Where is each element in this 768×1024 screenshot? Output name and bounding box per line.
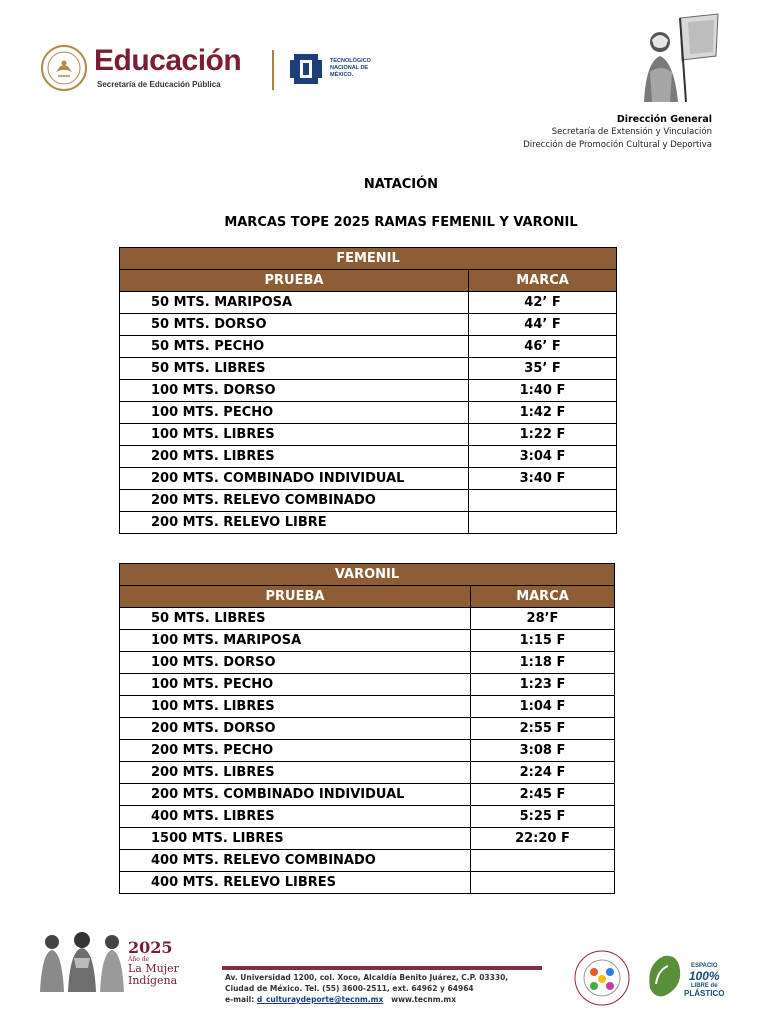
femenil-marca-cell — [469, 512, 617, 534]
varonil-prueba-cell: 100 MTS. LIBRES — [120, 696, 471, 718]
varonil-table-row — [120, 696, 615, 718]
footer-accent-bar — [222, 966, 542, 970]
femenil-table-row — [120, 490, 617, 512]
varonil-prueba-cell: 100 MTS. PECHO — [120, 674, 471, 696]
varonil-table — [119, 563, 615, 894]
femenil-marca-cell: 1:22 F — [469, 424, 617, 446]
femenil-table-row — [120, 468, 617, 490]
varonil-prueba-cell: 100 MTS. DORSO — [120, 652, 471, 674]
varonil-marca-cell: 28’F — [471, 608, 615, 630]
tecnm-logo-icon — [288, 50, 324, 88]
varonil-table-row — [120, 740, 615, 762]
femenil-column-header-row — [120, 270, 617, 292]
mexico-seal-icon — [40, 44, 88, 92]
footer-website[interactable]: www.tecnm.mx — [391, 995, 457, 1004]
femenil-marca-cell: 3:04 F — [469, 446, 617, 468]
gender-equality-seal-icon — [572, 948, 632, 1008]
plastic-free-line-2: LIBRE de — [690, 983, 718, 989]
varonil-col-prueba: PRUEBA — [120, 586, 471, 608]
femenil-table-row — [120, 512, 617, 534]
femenil-prueba-cell: 200 MTS. RELEVO LIBRE — [120, 512, 469, 534]
varonil-prueba-cell: 400 MTS. RELEVO LIBRES — [120, 872, 471, 894]
femenil-table-row — [120, 292, 617, 314]
varonil-table-row — [120, 630, 615, 652]
femenil-prueba-cell: 100 MTS. DORSO — [120, 380, 469, 402]
varonil-col-marca: MARCA — [471, 586, 615, 608]
femenil-prueba-cell: 100 MTS. PECHO — [120, 402, 469, 424]
footer-email-link[interactable]: d_culturaydeporte@tecnm.mx — [256, 995, 384, 1004]
plastic-free-line-3: PLÁSTICO — [684, 989, 725, 998]
tecnm-line-2: NACIONAL DE MÉXICO. — [330, 65, 369, 78]
femenil-table-row — [120, 380, 617, 402]
year-2025-line3: Indígena — [128, 974, 178, 987]
plastic-free-text — [684, 962, 724, 998]
femenil-table-row — [120, 402, 617, 424]
flag-heroine-illustration — [630, 12, 722, 104]
year-2025-line2: La Mujer — [128, 962, 179, 975]
varonil-prueba-cell: 200 MTS. LIBRES — [120, 762, 471, 784]
header-logo-block — [40, 44, 380, 94]
varonil-prueba-cell: 400 MTS. RELEVO COMBINADO — [120, 850, 471, 872]
direction-line-2: Dirección de Promoción Cultural y Deportiva — [523, 140, 712, 150]
femenil-prueba-cell: 50 MTS. PECHO — [120, 336, 469, 358]
year-2025-label: Año de — [128, 956, 150, 963]
logo-divider — [272, 50, 274, 90]
varonil-prueba-cell: 200 MTS. COMBINADO INDIVIDUAL — [120, 784, 471, 806]
varonil-prueba-cell: 200 MTS. PECHO — [120, 740, 471, 762]
varonil-prueba-cell: 50 MTS. LIBRES — [120, 608, 471, 630]
femenil-table-row — [120, 336, 617, 358]
year-2025-logo — [128, 940, 179, 987]
femenil-table-row — [120, 446, 617, 468]
femenil-marca-cell: 1:42 F — [469, 402, 617, 424]
femenil-prueba-cell: 100 MTS. LIBRES — [120, 424, 469, 446]
varonil-marca-cell: 1:18 F — [471, 652, 615, 674]
brand-wordmark: Educación — [94, 44, 242, 77]
document-title: NATACIÓN — [363, 177, 439, 192]
varonil-marca-cell — [471, 850, 615, 872]
femenil-marca-cell: 1:40 F — [469, 380, 617, 402]
femenil-prueba-cell: 50 MTS. MARIPOSA — [120, 292, 469, 314]
femenil-heading-row — [120, 248, 617, 270]
femenil-marca-cell: 35’ F — [469, 358, 617, 380]
year-2025-number: 2025 — [128, 938, 173, 957]
varonil-column-header-row — [120, 586, 615, 608]
tecnm-wordmark — [330, 58, 380, 79]
indigenous-women-illustration — [36, 928, 128, 992]
varonil-marca-cell: 2:45 F — [471, 784, 615, 806]
document-subtitle: MARCAS TOPE 2025 RAMAS FEMENIL Y VARONIL — [224, 215, 578, 230]
varonil-marca-cell: 5:25 F — [471, 806, 615, 828]
varonil-prueba-cell: 200 MTS. DORSO — [120, 718, 471, 740]
varonil-table-row — [120, 806, 615, 828]
varonil-marca-cell: 1:23 F — [471, 674, 615, 696]
varonil-heading: VARONIL — [120, 564, 615, 586]
femenil-prueba-cell: 50 MTS. LIBRES — [120, 358, 469, 380]
femenil-marca-cell: 42’ F — [469, 292, 617, 314]
femenil-marca-cell: 3:40 F — [469, 468, 617, 490]
femenil-heading: FEMENIL — [120, 248, 617, 270]
femenil-table-row — [120, 358, 617, 380]
varonil-marca-cell: 1:04 F — [471, 696, 615, 718]
varonil-table-row — [120, 850, 615, 872]
varonil-marca-cell: 3:08 F — [471, 740, 615, 762]
varonil-table-row — [120, 652, 615, 674]
femenil-table — [119, 247, 617, 534]
varonil-table-row — [120, 608, 615, 630]
varonil-marca-cell: 1:15 F — [471, 630, 615, 652]
varonil-marca-cell: 2:24 F — [471, 762, 615, 784]
varonil-marca-cell: 22:20 F — [471, 828, 615, 850]
footer-address-line-2: Ciudad de México. Tel. (55) 3600-2511, ext. 64962 y 64964 — [225, 984, 474, 993]
brand-subtitle: Secretaría de Educación Pública — [97, 80, 221, 89]
plastic-free-line-1: ESPACIO — [690, 963, 718, 969]
varonil-marca-cell: 2:55 F — [471, 718, 615, 740]
femenil-prueba-cell: 50 MTS. DORSO — [120, 314, 469, 336]
varonil-heading-row — [120, 564, 615, 586]
varonil-prueba-cell: 400 MTS. LIBRES — [120, 806, 471, 828]
varonil-table-row — [120, 762, 615, 784]
direction-block — [523, 113, 712, 152]
footer-email-label: e-mail: — [225, 995, 255, 1004]
varonil-table-row — [120, 784, 615, 806]
footer-address-line-1: Av. Universidad 1200, col. Xoco, Alcaldía Benito Juárez, C.P. 03330, — [225, 973, 509, 982]
direction-title: Dirección General — [616, 114, 712, 125]
varonil-prueba-cell: 100 MTS. MARIPOSA — [120, 630, 471, 652]
varonil-table-row — [120, 828, 615, 850]
femenil-col-prueba: PRUEBA — [120, 270, 469, 292]
footer-contact-line — [225, 994, 508, 1005]
footer-address — [225, 972, 508, 1005]
femenil-table-row — [120, 424, 617, 446]
femenil-prueba-cell: 200 MTS. LIBRES — [120, 446, 469, 468]
femenil-prueba-cell: 200 MTS. COMBINADO INDIVIDUAL — [120, 468, 469, 490]
varonil-table-row — [120, 674, 615, 696]
femenil-prueba-cell: 200 MTS. RELEVO COMBINADO — [120, 490, 469, 512]
tecnm-line-1: TECNOLÓGICO — [330, 58, 371, 64]
femenil-table-row — [120, 314, 617, 336]
direction-line-1: Secretaría de Extensión y Vinculación — [551, 127, 712, 137]
femenil-marca-cell: 46’ F — [469, 336, 617, 358]
femenil-col-marca: MARCA — [469, 270, 617, 292]
varonil-marca-cell — [471, 872, 615, 894]
varonil-table-row — [120, 872, 615, 894]
femenil-marca-cell: 44’ F — [469, 314, 617, 336]
varonil-table-row — [120, 718, 615, 740]
femenil-marca-cell — [469, 490, 617, 512]
plastic-free-big: 100% — [688, 969, 720, 983]
varonil-prueba-cell: 1500 MTS. LIBRES — [120, 828, 471, 850]
